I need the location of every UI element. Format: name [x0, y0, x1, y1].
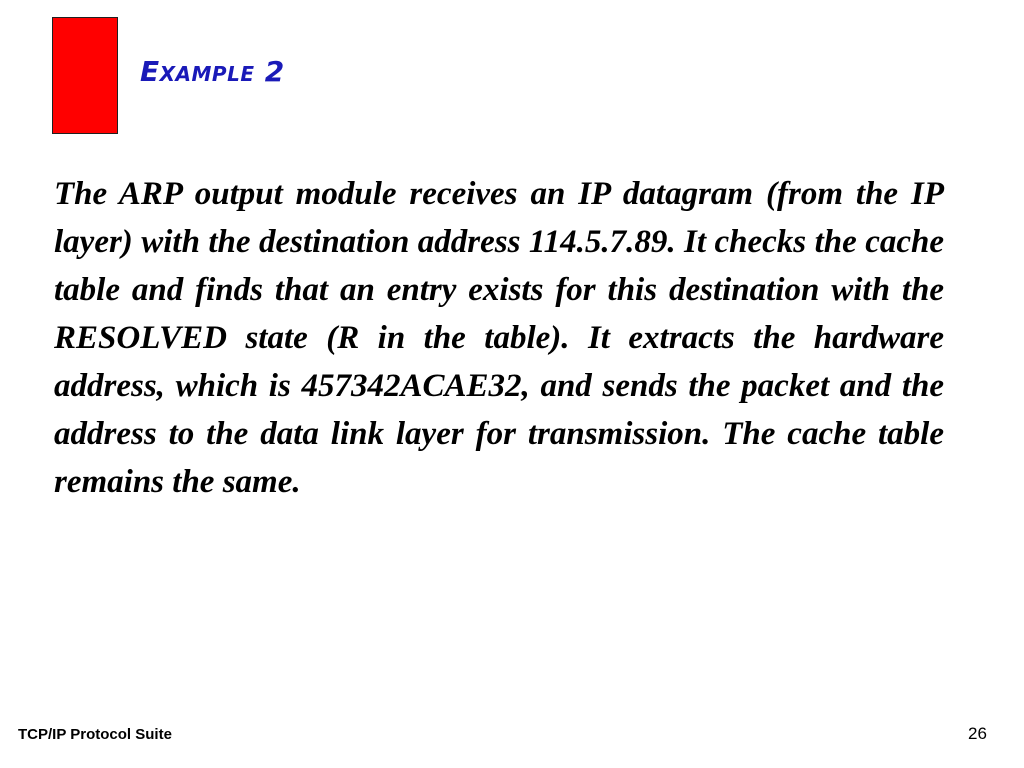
page-number: 26 — [968, 724, 987, 743]
slide-title-text: Example 2 — [140, 55, 285, 88]
slide-body-text: The ARP output module receives an IP datagram (from the IP layer) with the destination address 114.5.7.89. It checks the cache table and finds that an entry exists for this destination with the RESOLVED state (R in the table). It extracts the hardware address, which is 457342ACAE32, and sends the packet and the address to the data link layer for transmission. The cache table remains the same. — [54, 176, 944, 500]
slide-title — [140, 52, 285, 92]
red-accent-box — [52, 17, 118, 134]
footer-course-title: TCP/IP Protocol Suite — [18, 726, 172, 743]
